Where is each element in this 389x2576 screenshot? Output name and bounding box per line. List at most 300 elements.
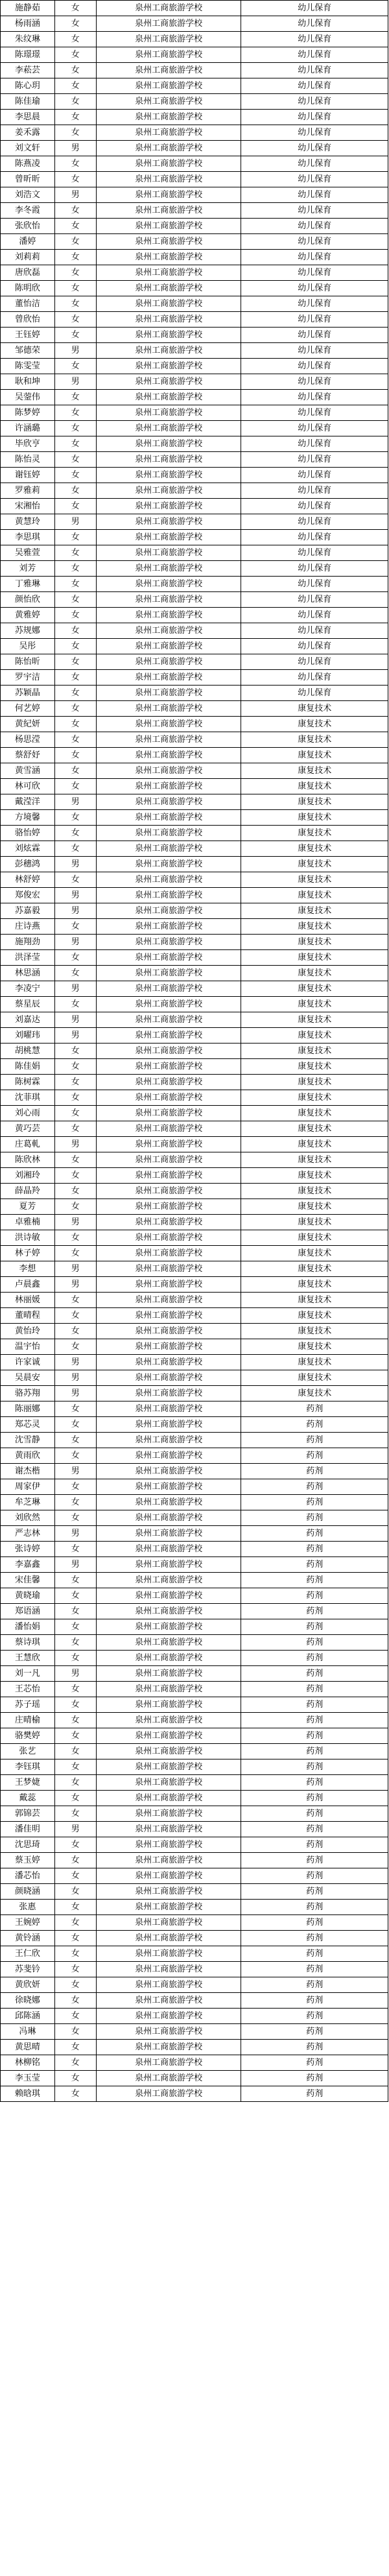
cell-name: 薛晶羚 [1,1184,55,1199]
cell-major: 幼儿保育 [241,78,388,94]
table-row [1,1090,388,1106]
cell-gender: 女 [54,312,96,328]
cell-name: 张欣怡 [1,219,55,234]
table-row [1,234,388,250]
cell-name: 潘婷 [1,234,55,250]
cell-school: 泉州工商旅游学校 [96,1215,241,1230]
cell-major: 药剂 [241,1837,388,1853]
cell-gender: 女 [54,639,96,654]
cell-gender: 女 [54,1401,96,1417]
table-row [1,343,388,359]
cell-gender: 女 [54,1184,96,1199]
cell-major: 康复技术 [241,1339,388,1355]
cell-major: 康复技术 [241,1308,388,1324]
cell-school: 泉州工商旅游学校 [96,203,241,219]
cell-gender: 女 [54,1199,96,1215]
cell-school: 泉州工商旅游学校 [96,1028,241,1044]
cell-school: 泉州工商旅游学校 [96,997,241,1012]
table-row [1,1433,388,1448]
table-row [1,2040,388,2055]
cell-gender: 男 [54,1822,96,1837]
cell-school: 泉州工商旅游学校 [96,374,241,390]
cell-school: 泉州工商旅游学校 [96,748,241,763]
cell-name: 陈雯莹 [1,359,55,374]
cell-gender: 女 [54,763,96,779]
cell-school: 泉州工商旅游学校 [96,1837,241,1853]
cell-gender: 女 [54,1697,96,1713]
cell-gender: 女 [54,1542,96,1557]
cell-school: 泉州工商旅游学校 [96,2040,241,2055]
cell-name: 潘芯怡 [1,1868,55,1884]
cell-school: 泉州工商旅游学校 [96,296,241,312]
cell-name: 潘佳明 [1,1822,55,1837]
cell-school: 泉州工商旅游学校 [96,1012,241,1028]
cell-gender: 男 [54,1261,96,1277]
cell-gender: 男 [54,1370,96,1386]
cell-major: 康复技术 [241,810,388,826]
table-row [1,374,388,390]
cell-name: 杨雨涵 [1,16,55,32]
table-row [1,1199,388,1215]
cell-major: 康复技术 [241,1059,388,1075]
cell-gender: 女 [54,63,96,78]
table-row [1,888,388,903]
cell-major: 幼儿保育 [241,686,388,701]
cell-school: 泉州工商旅游学校 [96,1417,241,1433]
cell-gender: 女 [54,545,96,561]
table-row [1,2009,388,2024]
cell-school: 泉州工商旅游学校 [96,1464,241,1479]
cell-name: 冯琳 [1,2024,55,2040]
cell-name: 骆苏翔 [1,1386,55,1401]
cell-school: 泉州工商旅游学校 [96,1604,241,1619]
cell-name: 刘芳 [1,561,55,577]
cell-name: 黄怡玲 [1,1324,55,1339]
cell-school: 泉州工商旅游学校 [96,1573,241,1588]
cell-major: 药剂 [241,1651,388,1666]
cell-school: 泉州工商旅游学校 [96,1277,241,1293]
cell-gender: 女 [54,1619,96,1635]
cell-major: 药剂 [241,1557,388,1573]
cell-name: 陈燕凌 [1,156,55,172]
cell-major: 幼儿保育 [241,328,388,343]
cell-school: 泉州工商旅游学校 [96,499,241,514]
cell-major: 幼儿保育 [241,265,388,281]
cell-name: 张诗婷 [1,1542,55,1557]
cell-name: 陈明欣 [1,281,55,296]
cell-school: 泉州工商旅游学校 [96,78,241,94]
cell-major: 药剂 [241,1448,388,1464]
cell-name: 王婉婷 [1,1915,55,1931]
table-row [1,1666,388,1682]
cell-school: 泉州工商旅游学校 [96,47,241,63]
cell-major: 药剂 [241,1619,388,1635]
cell-gender: 女 [54,717,96,732]
table-row [1,530,388,545]
cell-gender: 男 [54,1526,96,1542]
cell-school: 泉州工商旅游学校 [96,1635,241,1651]
cell-gender: 女 [54,1121,96,1137]
table-row [1,1588,388,1604]
cell-gender: 男 [54,1666,96,1682]
cell-name: 施翔劲 [1,935,55,950]
cell-major: 药剂 [241,1635,388,1651]
cell-gender: 女 [54,779,96,794]
cell-gender: 女 [54,919,96,935]
cell-major: 药剂 [241,1806,388,1822]
cell-name: 陈佳瑜 [1,94,55,110]
cell-gender: 女 [54,1152,96,1168]
cell-gender: 女 [54,125,96,141]
cell-name: 王仁欣 [1,1946,55,1962]
cell-major: 康复技术 [241,1261,388,1277]
cell-major: 康复技术 [241,1121,388,1137]
cell-school: 泉州工商旅游学校 [96,343,241,359]
table-row [1,935,388,950]
cell-school: 泉州工商旅游学校 [96,1386,241,1401]
cell-major: 药剂 [241,1479,388,1495]
cell-name: 陈怡灵 [1,452,55,468]
cell-name: 李菘芸 [1,63,55,78]
cell-major: 药剂 [241,1666,388,1682]
cell-name: 唐欣磊 [1,265,55,281]
cell-name: 许涵璐 [1,421,55,436]
table-row [1,2055,388,2071]
cell-school: 泉州工商旅游学校 [96,187,241,203]
cell-major: 康复技术 [241,966,388,981]
cell-name: 黄慧玲 [1,514,55,530]
cell-name: 陈树霖 [1,1075,55,1090]
cell-name: 吴雅萱 [1,545,55,561]
cell-major: 幼儿保育 [241,94,388,110]
cell-school: 泉州工商旅游学校 [96,1697,241,1713]
cell-major: 康复技术 [241,748,388,763]
table-row [1,1448,388,1464]
cell-gender: 男 [54,981,96,997]
cell-name: 王钰婷 [1,328,55,343]
cell-gender: 女 [54,1775,96,1791]
cell-school: 泉州工商旅游学校 [96,1044,241,1059]
cell-school: 泉州工商旅游学校 [96,359,241,374]
table-row [1,872,388,888]
cell-gender: 男 [54,1137,96,1152]
cell-major: 康复技术 [241,779,388,794]
cell-name: 邱陈涵 [1,2009,55,2024]
cell-name: 李思琪 [1,530,55,545]
table-row [1,141,388,156]
table-row [1,1993,388,2009]
cell-gender: 女 [54,1915,96,1931]
cell-name: 刘欣然 [1,1510,55,1526]
table-row [1,94,388,110]
cell-name: 陈怡昕 [1,654,55,670]
cell-gender: 男 [54,903,96,919]
cell-school: 泉州工商旅游学校 [96,1433,241,1448]
table-row [1,592,388,608]
cell-gender: 女 [54,1230,96,1246]
table-row [1,857,388,872]
cell-gender: 女 [54,2024,96,2040]
cell-school: 泉州工商旅游学校 [96,436,241,452]
cell-gender: 男 [54,187,96,203]
cell-major: 药剂 [241,1526,388,1542]
cell-name: 胡桃慧 [1,1044,55,1059]
cell-gender: 女 [54,94,96,110]
cell-major: 康复技术 [241,935,388,950]
cell-name: 丁雅琳 [1,577,55,592]
table-row [1,2086,388,2102]
cell-school: 泉州工商旅游学校 [96,16,241,32]
cell-major: 康复技术 [241,1246,388,1261]
cell-school: 泉州工商旅游学校 [96,888,241,903]
cell-school: 泉州工商旅游学校 [96,1137,241,1152]
cell-major: 幼儿保育 [241,483,388,499]
table-row [1,997,388,1012]
table-row [1,125,388,141]
cell-gender: 女 [54,748,96,763]
cell-school: 泉州工商旅游学校 [96,857,241,872]
table-row [1,1106,388,1121]
cell-school: 泉州工商旅游学校 [96,826,241,841]
cell-name: 姜禾露 [1,125,55,141]
cell-gender: 女 [54,1900,96,1915]
table-row [1,654,388,670]
table-row [1,1542,388,1557]
cell-name: 陈璟璟 [1,47,55,63]
cell-school: 泉州工商旅游学校 [96,1479,241,1495]
cell-major: 康复技术 [241,763,388,779]
cell-school: 泉州工商旅游学校 [96,1728,241,1744]
cell-gender: 女 [54,328,96,343]
cell-school: 泉州工商旅游学校 [96,94,241,110]
cell-major: 药剂 [241,1946,388,1962]
table-row [1,1557,388,1573]
cell-gender: 男 [54,1028,96,1044]
cell-major: 药剂 [241,2086,388,2102]
cell-school: 泉州工商旅游学校 [96,608,241,623]
cell-school: 泉州工商旅游学校 [96,545,241,561]
cell-school: 泉州工商旅游学校 [96,1666,241,1682]
cell-school: 泉州工商旅游学校 [96,1308,241,1324]
table-row [1,1370,388,1386]
cell-school: 泉州工商旅游学校 [96,1090,241,1106]
table-row [1,670,388,686]
table-row [1,561,388,577]
cell-name: 李想 [1,1261,55,1277]
cell-name: 黄欣妍 [1,1977,55,1993]
cell-name: 刘湘玲 [1,1168,55,1184]
cell-school: 泉州工商旅游学校 [96,328,241,343]
cell-gender: 女 [54,1495,96,1510]
cell-gender: 女 [54,421,96,436]
cell-major: 药剂 [241,1697,388,1713]
cell-major: 康复技术 [241,794,388,810]
cell-major: 药剂 [241,1728,388,1744]
cell-school: 泉州工商旅游学校 [96,468,241,483]
table-row [1,577,388,592]
cell-gender: 男 [54,514,96,530]
cell-major: 康复技术 [241,1106,388,1121]
table-row [1,32,388,47]
table-row [1,1137,388,1152]
cell-gender: 女 [54,1075,96,1090]
cell-school: 泉州工商旅游学校 [96,654,241,670]
cell-school: 泉州工商旅游学校 [96,1542,241,1557]
cell-name: 骆怡婷 [1,826,55,841]
cell-school: 泉州工商旅游学校 [96,125,241,141]
cell-gender: 男 [54,888,96,903]
cell-school: 泉州工商旅游学校 [96,250,241,265]
cell-major: 药剂 [241,1791,388,1806]
table-row [1,421,388,436]
table-row [1,47,388,63]
cell-gender: 女 [54,47,96,63]
cell-school: 泉州工商旅游学校 [96,763,241,779]
cell-name: 王梦婕 [1,1775,55,1791]
cell-name: 林丽媛 [1,1293,55,1308]
cell-name: 庄晴榆 [1,1713,55,1728]
table-row [1,63,388,78]
table-row [1,966,388,981]
cell-name: 林子婷 [1,1246,55,1261]
cell-major: 康复技术 [241,826,388,841]
table-row [1,312,388,328]
table-row [1,250,388,265]
cell-gender: 女 [54,1339,96,1355]
cell-school: 泉州工商旅游学校 [96,935,241,950]
cell-name: 陈欣林 [1,1152,55,1168]
cell-name: 毕欣亨 [1,436,55,452]
cell-major: 康复技术 [241,1090,388,1106]
cell-name: 张艺 [1,1744,55,1759]
cell-school: 泉州工商旅游学校 [96,1993,241,2009]
cell-gender: 女 [54,468,96,483]
cell-gender: 女 [54,1931,96,1946]
cell-major: 药剂 [241,1868,388,1884]
cell-school: 泉州工商旅游学校 [96,2086,241,2102]
cell-major: 康复技术 [241,997,388,1012]
cell-major: 幼儿保育 [241,110,388,125]
cell-gender: 女 [54,2071,96,2086]
cell-name: 苏颖晶 [1,686,55,701]
cell-major: 药剂 [241,1510,388,1526]
cell-school: 泉州工商旅游学校 [96,1510,241,1526]
table-row [1,1619,388,1635]
cell-name: 耿和坤 [1,374,55,390]
cell-major: 康复技术 [241,1075,388,1090]
table-row [1,219,388,234]
table-row [1,483,388,499]
table-row [1,717,388,732]
cell-gender: 女 [54,219,96,234]
table-row [1,763,388,779]
table-row [1,981,388,997]
cell-gender: 女 [54,296,96,312]
cell-major: 康复技术 [241,1028,388,1044]
cell-school: 泉州工商旅游学校 [96,903,241,919]
cell-name: 李玉莹 [1,2071,55,2086]
cell-school: 泉州工商旅游学校 [96,1868,241,1884]
cell-gender: 女 [54,810,96,826]
cell-gender: 女 [54,265,96,281]
cell-name: 杨思滢 [1,732,55,748]
cell-school: 泉州工商旅游学校 [96,2024,241,2040]
cell-gender: 女 [54,592,96,608]
table-row [1,686,388,701]
cell-school: 泉州工商旅游学校 [96,1199,241,1215]
cell-gender: 女 [54,110,96,125]
cell-name: 许家诚 [1,1355,55,1370]
table-row [1,1713,388,1728]
table-row [1,1044,388,1059]
cell-major: 幼儿保育 [241,374,388,390]
cell-gender: 女 [54,499,96,514]
cell-name: 赖晗琪 [1,2086,55,2102]
table-row [1,1977,388,1993]
table-row [1,810,388,826]
cell-school: 泉州工商旅游学校 [96,1588,241,1604]
cell-major: 药剂 [241,1977,388,1993]
table-row [1,1604,388,1619]
cell-name: 沈思琦 [1,1837,55,1853]
cell-name: 刘文轩 [1,141,55,156]
cell-major: 幼儿保育 [241,499,388,514]
table-row [1,1962,388,1977]
cell-gender: 女 [54,405,96,421]
cell-name: 蔡诗琪 [1,1635,55,1651]
cell-school: 泉州工商旅游学校 [96,1791,241,1806]
cell-gender: 女 [54,966,96,981]
cell-gender: 女 [54,701,96,717]
cell-school: 泉州工商旅游学校 [96,732,241,748]
cell-name: 刘曜玮 [1,1028,55,1044]
cell-school: 泉州工商旅游学校 [96,1,241,16]
cell-school: 泉州工商旅游学校 [96,1900,241,1915]
cell-school: 泉州工商旅游学校 [96,966,241,981]
cell-school: 泉州工商旅游学校 [96,1853,241,1868]
cell-school: 泉州工商旅游学校 [96,1324,241,1339]
cell-school: 泉州工商旅游学校 [96,592,241,608]
cell-school: 泉州工商旅游学校 [96,1915,241,1931]
cell-gender: 女 [54,732,96,748]
cell-gender: 女 [54,1728,96,1744]
table-row [1,1822,388,1837]
cell-gender: 女 [54,623,96,639]
cell-school: 泉州工商旅游学校 [96,779,241,794]
cell-major: 幼儿保育 [241,1,388,16]
cell-major: 幼儿保育 [241,312,388,328]
table-row [1,1510,388,1526]
cell-major: 幼儿保育 [241,203,388,219]
cell-gender: 女 [54,32,96,47]
cell-school: 泉州工商旅游学校 [96,219,241,234]
cell-gender: 女 [54,1293,96,1308]
cell-major: 幼儿保育 [241,343,388,359]
cell-major: 幼儿保育 [241,125,388,141]
cell-gender: 女 [54,1853,96,1868]
cell-major: 幼儿保育 [241,63,388,78]
cell-major: 康复技术 [241,981,388,997]
cell-gender: 女 [54,1168,96,1184]
cell-name: 卢晨鑫 [1,1277,55,1293]
cell-gender: 女 [54,1946,96,1962]
cell-name: 黄巧芸 [1,1121,55,1137]
cell-school: 泉州工商旅游学校 [96,670,241,686]
roster-body [1,1,388,2102]
table-row [1,405,388,421]
table-row [1,452,388,468]
table-row [1,1246,388,1261]
